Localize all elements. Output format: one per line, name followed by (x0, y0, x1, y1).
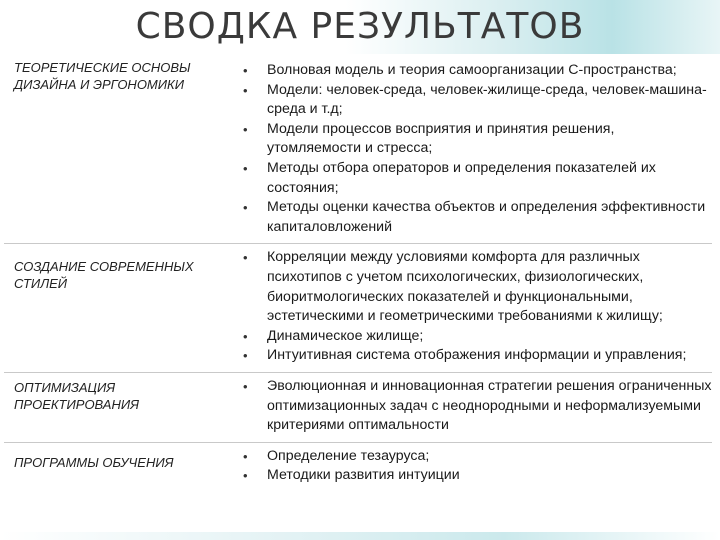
list-item: • Эволюционная и инновационная стратегии решения ограниченных оптимизационных задач с неоднородными и неформализуемыми критериями оптимальности (234, 377, 712, 436)
bullet-list-cell (234, 244, 712, 373)
list-item: • Волновая модель и теория самоорганизации С-пространства; (234, 61, 712, 81)
bullet-list (234, 447, 712, 486)
bullet-list-cell (234, 57, 712, 244)
list-item: • Определение тезауруса; (234, 447, 712, 467)
bullet-list-cell (234, 372, 712, 442)
results-table (4, 57, 712, 492)
bullet-list (234, 377, 712, 436)
bullet-list (234, 248, 712, 366)
category-label: ПРОГРАММЫ ОБУЧЕНИЯ (4, 442, 234, 492)
table-row (4, 372, 712, 442)
list-item: • Модели: человек-среда, человек-жилище-среда, человек-машина-среда и т.д; (234, 81, 712, 120)
category-label: ОПТИМИЗАЦИЯ ПРОЕКТИРОВАНИЯ (4, 372, 234, 442)
page-title: СВОДКА РЕЗУЛЬТАТОВ (135, 6, 585, 47)
footer-band (0, 532, 720, 540)
bullet-list-cell (234, 442, 712, 492)
table-row (4, 244, 712, 373)
category-label: ТЕОРЕТИЧЕСКИЕ ОСНОВЫ ДИЗАЙНА И ЭРГОНОМИКИ (14, 60, 191, 92)
table-row (4, 442, 712, 492)
list-item: • Методы оценки качества объектов и определения эффективности капиталовложений (234, 198, 712, 237)
list-item: • Корреляции между условиями комфорта для различных психотипов с учетом психологических, физиологических, биоритмологических показателей и функциональными, эстетическими и геометрическими требованиями к жилищу; (234, 248, 712, 326)
list-item: • Интуитивная система отображения информации и управления; (234, 346, 712, 366)
list-item: • Динамическое жилище; (234, 327, 712, 347)
list-item: • Методы отбора операторов и определения показателей их состояния; (234, 159, 712, 198)
table-row (4, 57, 712, 244)
list-item: • Модели процессов восприятия и принятия решения, утомляемости и стресса; (234, 120, 712, 159)
category-label: СОЗДАНИЕ СОВРЕМЕННЫХ СТИЛЕЙ (4, 244, 234, 373)
list-item: • Методики развития интуиции (234, 466, 712, 486)
bullet-list (234, 61, 712, 237)
